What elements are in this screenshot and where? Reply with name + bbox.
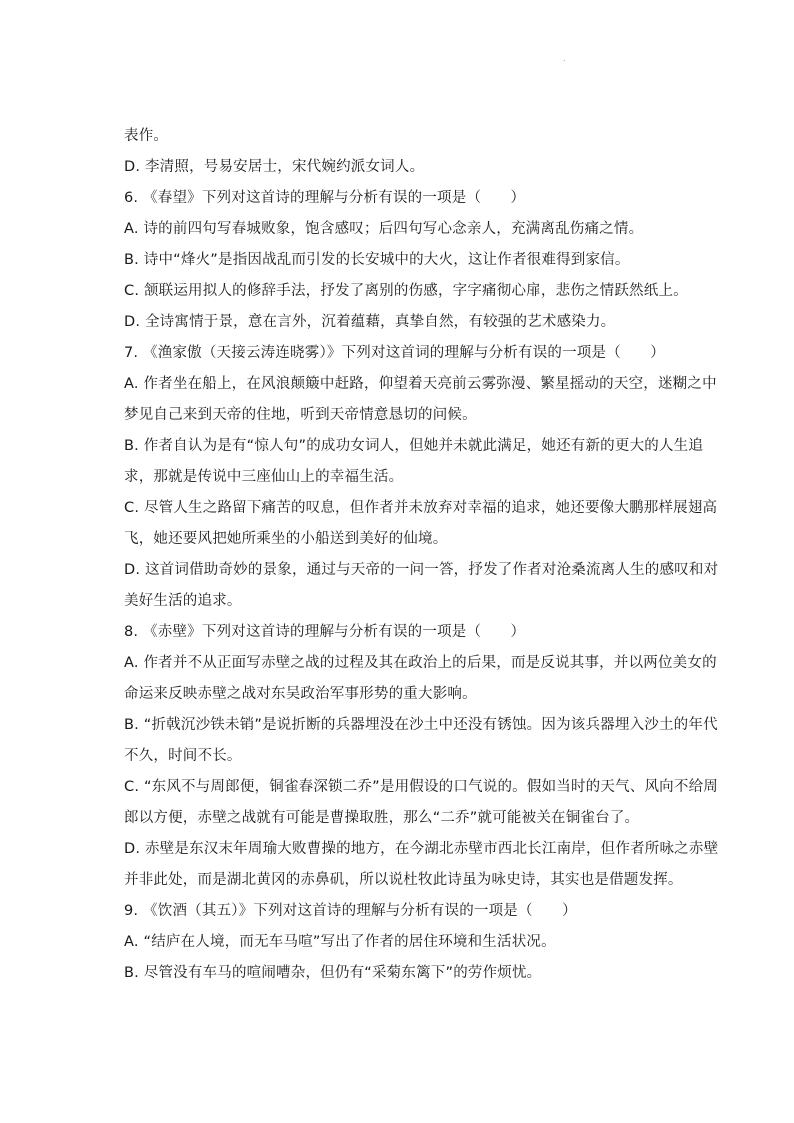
answer-option: A. 作者坐在船上，在风浪颠簸中赶路，仰望着天亮前云雾弥漫、繁星摇动的天空，迷糊之中 — [124, 376, 717, 392]
answer-option: A. 作者并不从正面写赤壁之战的过程及其在政治上的后果，而是反说其事，并以两位美女的 — [124, 655, 717, 671]
question-7-stem: 7. 《渔家傲（天接云涛连晓雾）》下列对这首词的理解与分析有误的一项是（ ） — [124, 345, 665, 361]
answer-option-continued: 美好生活的追求。 — [124, 593, 242, 609]
answer-option: D. 李清照，号易安居士，宋代婉约派女词人。 — [124, 159, 425, 175]
answer-option: C. 尽管人生之路留下痛苦的叹息，但作者并未放弃对幸福的追求，她还要像大鹏那样展翅高 — [124, 500, 718, 516]
answer-option: B. 作者自认为是有“惊人句”的成功女词人，但她并未就此满足，她还有新的更大的人生追 — [124, 438, 704, 454]
answer-option-continued: 梦见自己来到天帝的住地，听到天帝情意恳切的问候。 — [124, 407, 477, 423]
answer-option: B. 尽管没有车马的喧闹嘈杂，但仍有“采菊东篱下”的劳作烦忧。 — [124, 965, 542, 981]
answer-option-continued: 飞，她还要风把她所乘坐的小船送到美好的仙境。 — [124, 531, 448, 547]
answer-option: D. 全诗寓情于景，意在言外，沉着蕴藉，真挚自然，有较强的艺术感染力。 — [124, 314, 616, 330]
answer-option: C. 颔联运用拟人的修辞手法，抒发了离别的伤感，字字痛彻心扉，悲伤之情跃然纸上。 — [124, 283, 688, 299]
answer-option-continued: 命运来反映赤壁之战对东吴政治军事形势的重大影响。 — [124, 686, 477, 702]
answer-option-continued: 郎以方便，赤壁之战就有可能是曹操取胜，那么“二乔”就可能被关在铜雀台了。 — [124, 810, 640, 826]
question-6-stem: 6. 《春望》下列对这首诗的理解与分析有误的一项是（ ） — [124, 190, 526, 206]
document-body — [124, 121, 719, 989]
answer-option: B. 诗中“烽火”是指因战乱而引发的长安城中的大火，这让作者很难得到家信。 — [124, 252, 630, 268]
answer-option: D. 赤壁是东汉末年周瑜大败曹操的地方，在今湖北赤壁市西北长江南岸，但作者所咏之赤壁 — [124, 841, 719, 857]
question-9-stem: 9. 《饮酒（其五）》下列对这首诗的理解与分析有误的一项是（ ） — [124, 903, 577, 919]
answer-option: A. 诗的前四句写春城败象，饱含感叹；后四句写心念亲人，充满离乱伤痛之情。 — [124, 221, 644, 237]
answer-option-continued: 求，那就是传说中三座仙山上的幸福生活。 — [124, 469, 404, 485]
answer-option-continued: 不久，时间不长。 — [124, 748, 242, 764]
answer-option-continued: 并非此处，而是湖北黄冈的赤鼻矶，所以说杜牧此诗虽为咏史诗，其实也是借题发挥。 — [124, 872, 683, 888]
page-mark: . — [563, 54, 566, 63]
answer-option: C. “东风不与周郎便，铜雀春深锁二乔”是用假设的口气说的。假如当时的天气、风向不给周 — [124, 779, 718, 795]
text-line: 表作。 — [124, 128, 169, 144]
answer-option: D. 这首词借助奇妙的景象，通过与天帝的一问一答，抒发了作者对沧桑流离人生的感叹和对 — [124, 562, 719, 578]
question-8-stem: 8. 《赤壁》下列对这首诗的理解与分析有误的一项是（ ） — [124, 624, 526, 640]
answer-option: B. “折戟沉沙铁未销”是说折断的兵器埋没在沙土中还没有锈蚀。因为该兵器埋入沙土的年代 — [124, 717, 718, 733]
answer-option: A. “结庐在人境，而无车马喧”写出了作者的居住环境和生活状况。 — [124, 934, 556, 950]
